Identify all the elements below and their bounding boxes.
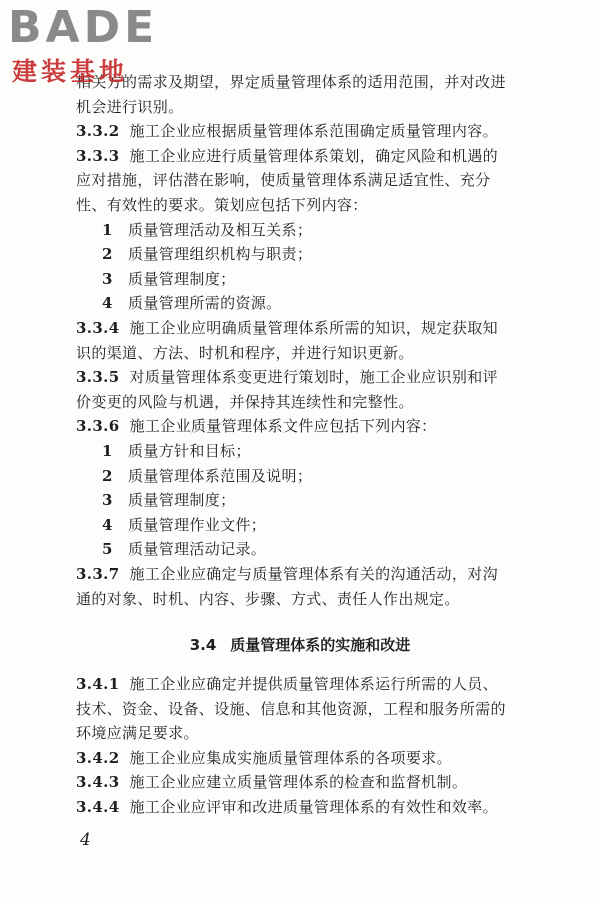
list-item-number: 3 (102, 269, 113, 288)
list-item-number: 4 (102, 515, 113, 534)
list-item (102, 489, 235, 511)
line-text: 质量方针和目标； (128, 442, 251, 460)
section-number: 3.4 (189, 636, 217, 654)
line-text: 质量管理制度； (128, 491, 236, 510)
line-text: 价变更的风险与机遇，并保持其连续性和完整性。 (76, 392, 414, 411)
logo-brand: BADE (8, 2, 159, 53)
clause-line (76, 366, 498, 388)
text-line (76, 342, 414, 364)
text-line (76, 96, 183, 118)
line-text: 施工企业应建立质量管理体系的检查和监督机制。 (129, 773, 468, 792)
line-text: 应对措施，评估潜在影响，使质量管理体系满足适宜性、充分 (76, 171, 491, 190)
clause-number: 3.4.4 (76, 798, 120, 816)
clause-line (76, 771, 467, 793)
line-text: 质量管理组织机构与职责； (128, 245, 313, 264)
line-text: 质量管理体系范围及说明； (128, 466, 313, 485)
watermark-logo (8, 4, 188, 96)
list-item-number: 1 (102, 220, 113, 239)
list-item-number: 4 (102, 294, 113, 313)
list-item (102, 268, 235, 290)
line-text: 性、有效性的要求。策划应包括下列内容： (76, 196, 368, 214)
text-line (76, 194, 368, 216)
clause-number: 3.3.2 (76, 122, 120, 141)
clause-number: 3.3.7 (76, 565, 120, 583)
clause-line (76, 317, 498, 339)
clause-line (76, 747, 452, 769)
list-item (102, 538, 266, 560)
line-text: 施工企业应明确质量管理体系所需的知识，规定获取知 (129, 319, 498, 337)
line-text: 对质量管理体系变更进行策划时，施工企业应识别和评 (129, 368, 498, 387)
logo-subtitle: 建装基地 (12, 57, 129, 86)
clause-number: 3.4.1 (76, 675, 120, 693)
list-item (102, 219, 312, 241)
section-heading (0, 634, 600, 656)
line-text: 通的对象、时机、内容、步骤、方式、责任人作出规定。 (76, 589, 460, 608)
text-line (76, 698, 506, 720)
clause-number: 3.4.2 (76, 748, 120, 767)
text-line (76, 391, 414, 413)
line-text: 施工企业应确定与质量管理体系有关的沟通活动，对沟 (129, 565, 498, 583)
clause-number: 3.3.6 (76, 417, 120, 436)
list-item-number: 3 (102, 491, 113, 510)
list-item-number: 2 (102, 245, 113, 264)
list-item-number: 1 (102, 442, 113, 460)
clause-number: 3.3.3 (76, 146, 120, 165)
line-text: 环境应满足要求。 (76, 724, 199, 743)
text-line (76, 588, 460, 610)
line-text: 质量管理所需的资源。 (128, 294, 282, 313)
line-text: 技术、资金、设备、设施、信息和其他资源，工程和服务所需的 (76, 699, 506, 718)
line-text: 机会进行识别。 (76, 97, 184, 116)
clause-number: 3.3.5 (76, 368, 120, 387)
line-text: 施工企业应确定并提供质量管理体系运行所需的人员、 (129, 675, 498, 693)
line-text: 施工企业应评审和改进质量管理体系的有效性和效率。 (129, 798, 498, 816)
clause-line (76, 145, 498, 167)
line-text: 施工企业应根据质量管理体系范围确定质量管理内容。 (129, 122, 498, 141)
list-item (102, 514, 266, 536)
list-item-number: 5 (102, 540, 113, 559)
clause-line (76, 673, 498, 695)
line-text: 质量管理活动记录。 (128, 540, 267, 559)
list-item-number: 2 (102, 466, 113, 485)
line-text: 施工企业应进行质量管理体系策划，确定风险和机遇的 (129, 146, 498, 165)
clause-number: 3.3.4 (76, 319, 120, 337)
clause-number: 3.4.3 (76, 773, 120, 792)
clause-line (76, 120, 498, 142)
clause-line (76, 796, 498, 818)
list-item (102, 465, 312, 487)
clause-line (76, 563, 498, 585)
list-item (102, 440, 251, 462)
text-line (76, 722, 199, 744)
line-text: 施工企业应集成实施质量管理体系的各项要求。 (129, 748, 452, 767)
line-text: 质量管理活动及相互关系； (128, 220, 313, 239)
list-item (102, 243, 312, 265)
clause-line (76, 415, 437, 437)
line-text: 质量管理作业文件； (128, 515, 267, 534)
list-item (102, 292, 282, 314)
line-text: 相关方的需求及期望，界定质量管理体系的适用范围，并对改进 (76, 73, 506, 91)
line-text: 施工企业质量管理体系文件应包括下列内容： (129, 417, 437, 436)
line-text: 识的渠道、方法、时机和程序，并进行知识更新。 (76, 343, 414, 362)
page-number: 4 (80, 830, 91, 850)
text-line (76, 169, 490, 191)
line-text: 质量管理制度； (128, 269, 236, 288)
section-title: 质量管理体系的实施和改进 (230, 636, 411, 654)
